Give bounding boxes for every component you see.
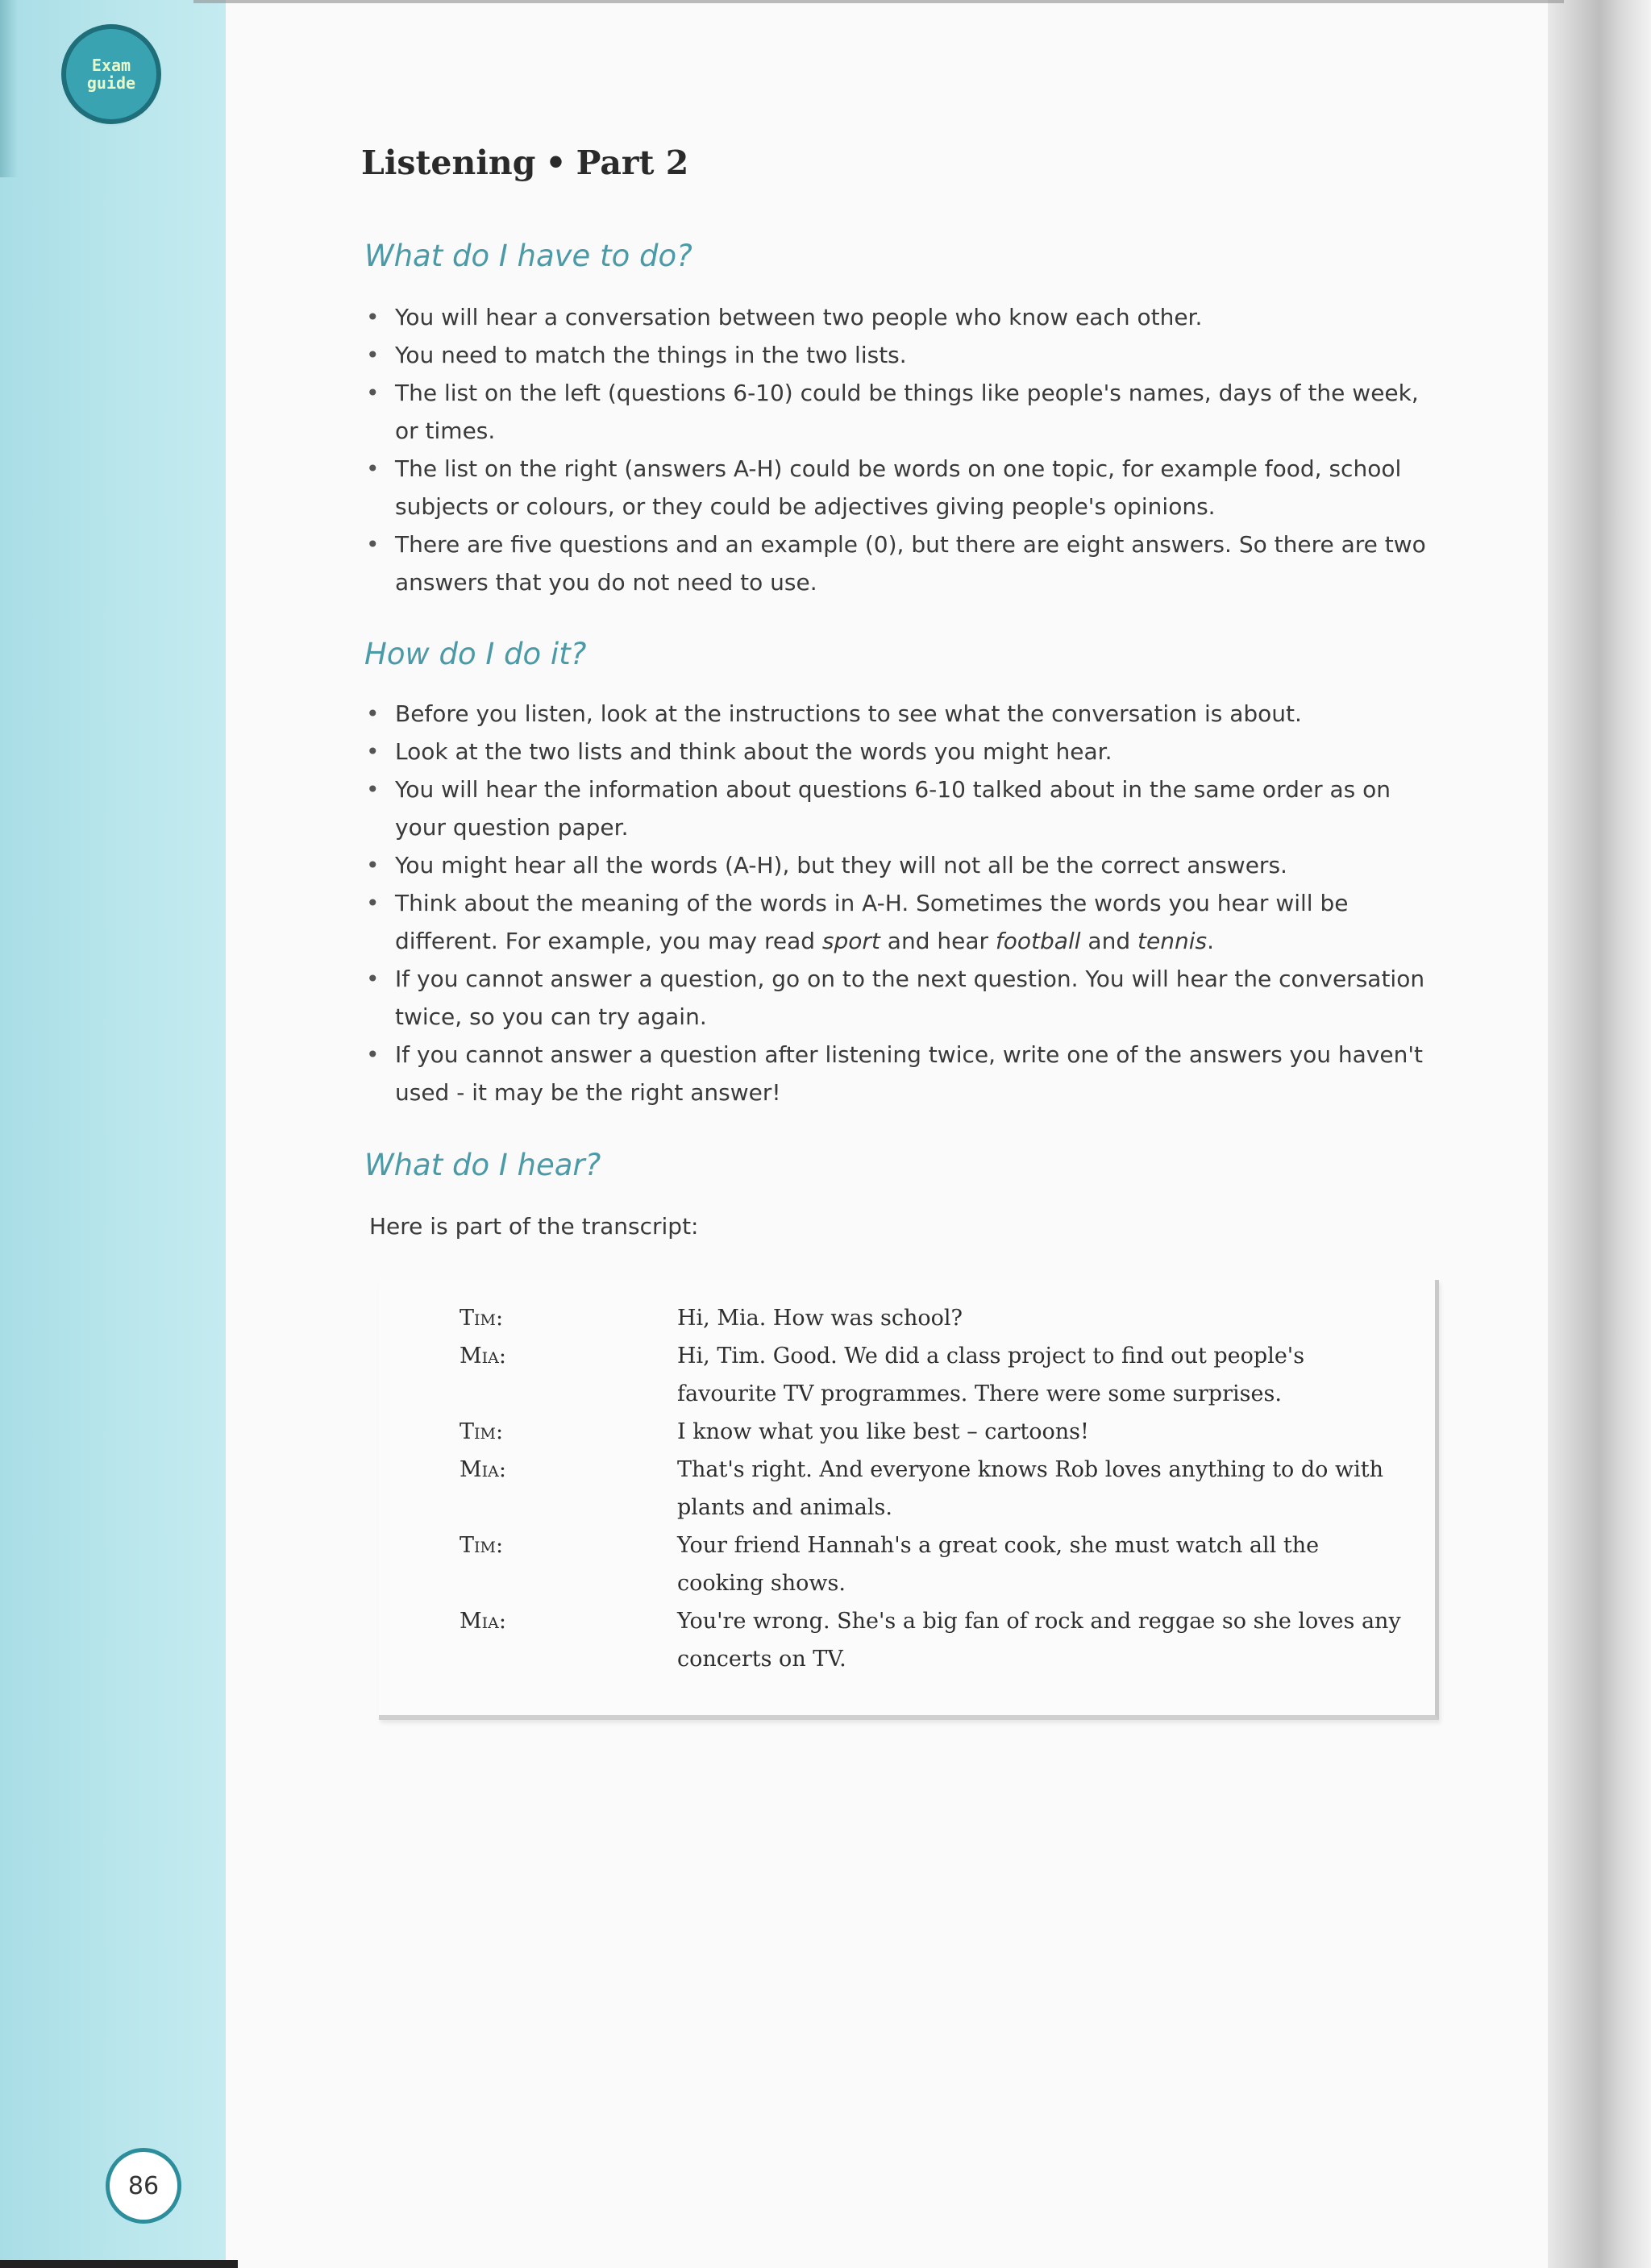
dialogue-line: Your friend Hannah's a great cook, she must watch all the cooking shows.	[677, 1533, 1320, 1596]
emphasis-word: tennis	[1137, 928, 1208, 954]
dialogue-line: Hi, Tim. Good. We did a class project to find out people's favourite TV programmes. There were some surprises.	[677, 1344, 1305, 1406]
dialogue-line: That's right. And everyone knows Rob loves anything to do with plants and animals.	[677, 1457, 1383, 1520]
bullet-text: and hear	[880, 928, 996, 954]
emphasis-word: football	[995, 928, 1081, 954]
list-item: • You might hear all the words (A-H), but they will not all be the correct answers.	[364, 846, 1437, 884]
sidebar-shadow	[0, 0, 18, 177]
badge-line-exam: Exam	[91, 56, 131, 75]
page-fold	[1548, 0, 1651, 2268]
transcript-box	[379, 1280, 1439, 1720]
exam-guide-badge	[66, 29, 156, 119]
list-item: • Look at the two lists and think about the words you might hear.	[364, 733, 1437, 771]
bullet-text: and	[1080, 928, 1137, 954]
title-separator: •	[545, 143, 567, 182]
title-part: Part 2	[576, 143, 689, 182]
list-item: • The list on the right (answers A-H) could be words on one topic, for example food, school subjects or colours, or they could be adjectives giving people's opinions.	[364, 450, 1437, 525]
bullet-text: .	[1207, 928, 1214, 954]
section-heading-what-hear: What do I hear?	[364, 1148, 601, 1182]
section2-bullet-list	[364, 695, 1437, 1111]
section-heading-what-to-do: What do I have to do?	[364, 239, 692, 273]
list-item: • You need to match the things in the two lists.	[364, 336, 1437, 374]
section1-bullet-list	[364, 298, 1437, 601]
page-number-label: 86	[127, 2171, 160, 2200]
title-main: Listening	[361, 143, 536, 182]
page-number	[110, 2152, 177, 2220]
dialogue-line: Hi, Mia. How was school?	[677, 1306, 963, 1331]
list-item: • If you cannot answer a question after listening twice, write one of the answers you haven't used - it may be the right answer!	[364, 1036, 1437, 1111]
speaker-label: Tim:	[460, 1419, 504, 1444]
list-item: • If you cannot answer a question, go on to the next question. You will hear the conversation twice, so you can try again.	[364, 960, 1437, 1036]
speaker-label: Tim:	[460, 1306, 504, 1331]
page-title	[361, 143, 688, 182]
speaker-label: Mia:	[460, 1457, 506, 1482]
list-item: • You will hear the information about questions 6-10 talked about in the same order as on your question paper.	[364, 771, 1437, 846]
section-heading-how-do-it: How do I do it?	[364, 637, 587, 671]
list-item: • The list on the left (questions 6-10) could be things like people's names, days of the week, or times.	[364, 374, 1437, 450]
top-edge-line	[193, 0, 1564, 3]
speaker-label: Tim:	[460, 1533, 504, 1558]
speaker-label: Mia:	[460, 1609, 506, 1634]
emphasis-word: sport	[821, 928, 880, 954]
dialogue-line: I know what you like best – cartoons!	[677, 1419, 1089, 1444]
bullet-text: Think about the meaning of the words in A-H. Sometimes the words you hear will be different. For example, you may read	[395, 890, 1349, 954]
sidebar	[0, 0, 226, 2268]
list-item: • Before you listen, look at the instructions to see what the conversation is about.	[364, 695, 1437, 733]
badge-line-guide: guide	[86, 73, 136, 93]
list-item: • You will hear a conversation between two people who know each other.	[364, 298, 1437, 336]
list-item	[364, 884, 1437, 960]
list-item: • There are five questions and an example (0), but there are eight answers. So there are two answers that you do not need to use.	[364, 525, 1437, 601]
transcript-intro: Here is part of the transcript:	[369, 1213, 699, 1240]
bottom-edge-strip	[0, 2260, 238, 2268]
speaker-label: Mia:	[460, 1344, 506, 1369]
dialogue-line: You're wrong. She's a big fan of rock and reggae so she loves any concerts on TV.	[677, 1609, 1401, 1672]
